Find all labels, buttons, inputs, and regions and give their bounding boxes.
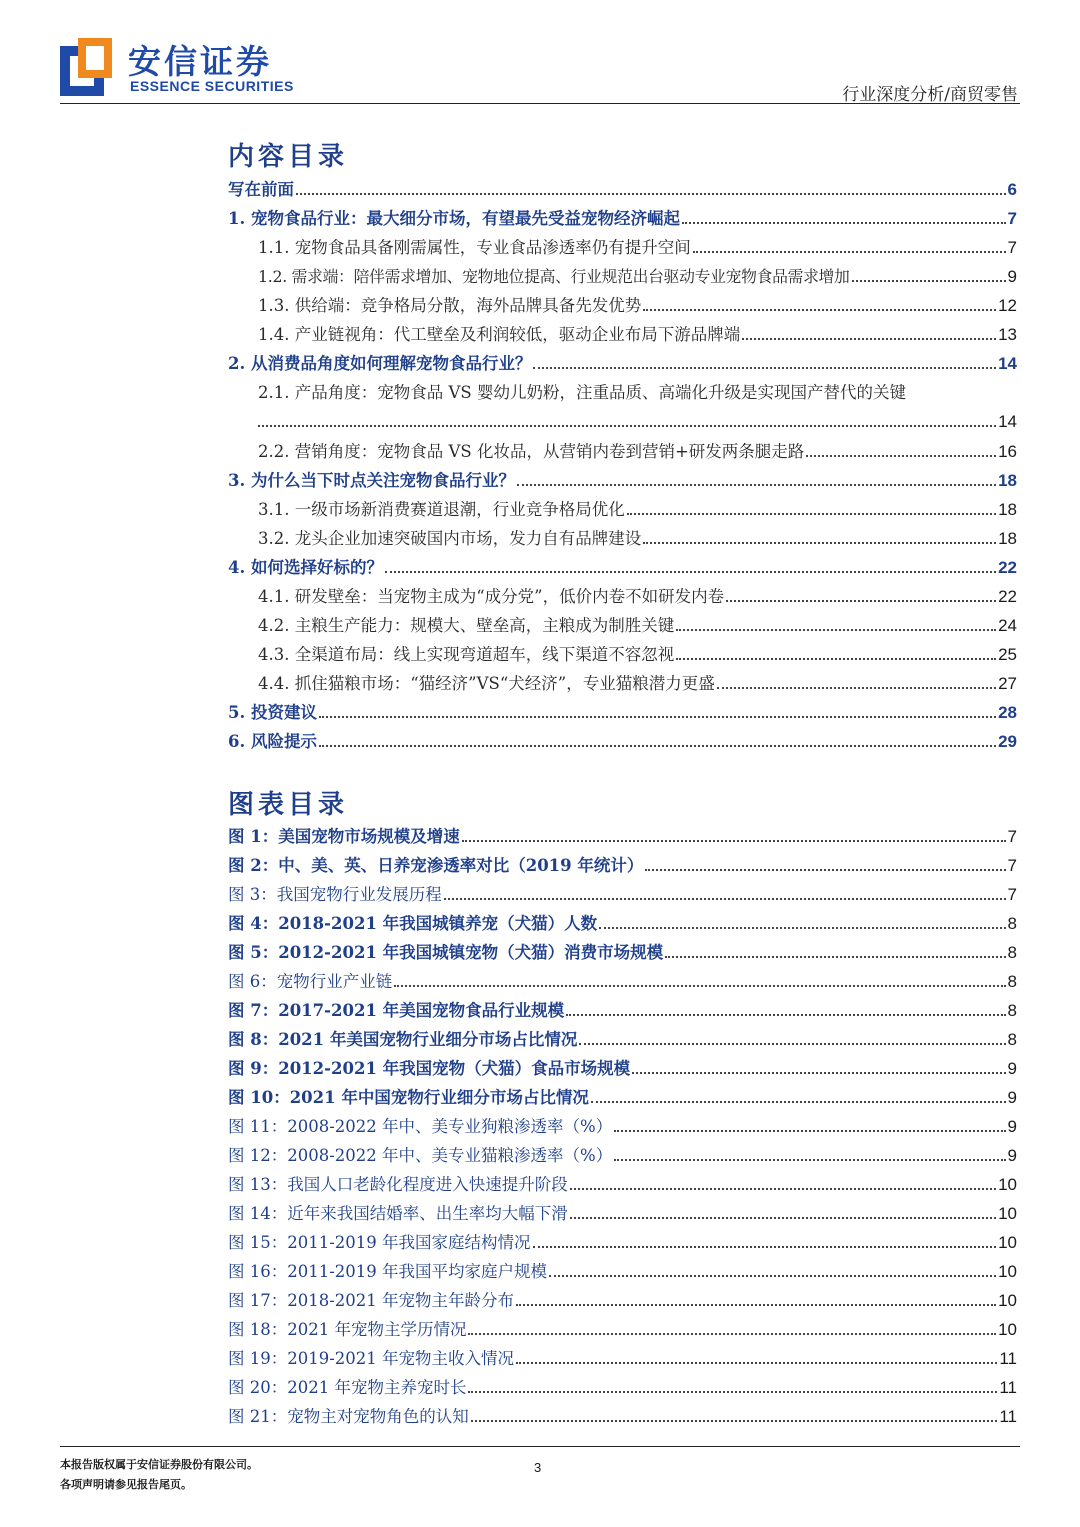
figure-item[interactable]: 图 5：2012-2021 年我国城镇宠物（犬猫）消费市场规模 8 — [228, 943, 1017, 962]
figure-item[interactable]: 图 6：宠物行业产业链 8 — [228, 972, 1017, 991]
figure-item[interactable]: 图 10：2021 年中国宠物行业细分市场占比情况 9 — [228, 1088, 1017, 1107]
toc-subitem[interactable]: 3.2. 龙头企业加速突破国内市场，发力自有品牌建设 18 — [258, 529, 1017, 548]
figure-item[interactable]: 图 1：美国宠物市场规模及增速 7 — [228, 827, 1017, 846]
toc-subitem[interactable]: 4.4. 抓住猫粮市场：“猫经济”VS“犬经济”，专业猫粮潜力更盛 27 — [258, 674, 1017, 693]
toc-subitem[interactable]: 4.2. 主粮生产能力：规模大、壁垒高，主粮成为制胜关键 24 — [258, 616, 1017, 635]
figure-item[interactable]: 图 9：2012-2021 年我国宠物（犬猫）食品市场规模 9 — [228, 1059, 1017, 1078]
toc-subitem[interactable]: 1.1. 宠物食品具备刚需属性，专业食品渗透率仍有提升空间 7 — [258, 238, 1017, 257]
toc-item[interactable]: 2. 从消费品角度如何理解宠物食品行业？ 14 — [228, 354, 1017, 373]
figure-item[interactable]: 图 16：2011-2019 年我国平均家庭户规模 10 — [228, 1262, 1017, 1281]
figure-item[interactable]: 图 17：2018-2021 年宠物主年龄分布 10 — [228, 1291, 1017, 1310]
figure-item[interactable]: 图 20：2021 年宠物主养宠时长 11 — [228, 1378, 1017, 1397]
toc-subitem[interactable]: 3.1. 一级市场新消费赛道退潮，行业竞争格局优化 18 — [258, 500, 1017, 519]
figure-item[interactable]: 图 2：中、美、英、日养宠渗透率对比（2019 年统计） 7 — [228, 856, 1017, 875]
figure-item[interactable]: 图 4：2018-2021 年我国城镇养宠（犬猫）人数 8 — [228, 914, 1017, 933]
footer-copyright: 本报告版权属于安信证券股份有限公司。 — [60, 1458, 258, 1471]
toc-title: 内容目录 — [228, 142, 349, 172]
toc-item[interactable]: 5. 投资建议 28 — [228, 703, 1017, 722]
toc-subitem[interactable]: 4.1. 研发壁垒：当宠物主成为“成分党”，低价内卷不如研发内卷 22 — [258, 587, 1017, 606]
toc-item[interactable]: 4. 如何选择好标的？ 22 — [228, 558, 1017, 577]
toc-item[interactable]: 1. 宠物食品行业：最大细分市场，有望最先受益宠物经济崛起 7 — [228, 209, 1017, 228]
brand-name-en: ESSENCE SECURITIES — [130, 78, 294, 94]
toc-subitem-continuation[interactable]: 14 — [258, 410, 1017, 434]
brand-name-cn: 安信证券 — [128, 42, 272, 81]
figure-item[interactable]: 图 7：2017-2021 年美国宠物食品行业规模 8 — [228, 1001, 1017, 1020]
report-category: 行业深度分析/商贸零售 — [842, 85, 1018, 105]
toc-subitem[interactable]: 1.3. 供给端：竞争格局分散，海外品牌具备先发优势 12 — [258, 296, 1017, 315]
footer-divider — [60, 1446, 1020, 1447]
toc-subitem[interactable]: 2.2. 营销角度：宠物食品 VS 化妆品，从营销内卷到营销+研发两条腿走路 16 — [258, 442, 1017, 461]
toc-item[interactable]: 写在前面 6 — [228, 180, 1017, 199]
figure-item[interactable]: 图 8：2021 年美国宠物行业细分市场占比情况 8 — [228, 1030, 1017, 1049]
figure-item[interactable]: 图 11：2008-2022 年中、美专业狗粮渗透率（%） 9 — [228, 1117, 1017, 1136]
toc-subitem[interactable]: 1.4. 产业链视角：代工壁垒及利润较低，驱动企业布局下游品牌端 13 — [258, 325, 1017, 344]
footer-disclaimer: 各项声明请参见报告尾页。 — [60, 1478, 192, 1491]
toc-subitem[interactable]: 4.3. 全渠道布局：线上实现弯道超车，线下渠道不容忽视 25 — [258, 645, 1017, 664]
figure-item[interactable]: 图 13：我国人口老龄化程度进入快速提升阶段 10 — [228, 1175, 1017, 1194]
figures-title: 图表目录 — [228, 790, 349, 820]
figure-item[interactable]: 图 18：2021 年宠物主学历情况 10 — [228, 1320, 1017, 1339]
toc-subitem-wrapped[interactable]: 2.1. 产品角度：宠物食品 VS 婴幼儿奶粉，注重品质、高端化升级是实现国产替代的关键 — [258, 383, 906, 402]
logo-mark — [60, 38, 112, 96]
toc-item[interactable]: 6. 风险提示 29 — [228, 732, 1017, 751]
figure-item[interactable]: 图 21：宠物主对宠物角色的认知 11 — [228, 1407, 1017, 1426]
figure-item[interactable]: 图 3：我国宠物行业发展历程 7 — [228, 885, 1017, 904]
figure-item[interactable]: 图 12：2008-2022 年中、美专业猫粮渗透率（%） 9 — [228, 1146, 1017, 1165]
figure-item[interactable]: 图 14：近年来我国结婚率、出生率均大幅下滑 10 — [228, 1204, 1017, 1223]
toc-subitem[interactable]: 1.2. 需求端：陪伴需求增加、宠物地位提高、行业规范出台驱动专业宠物食品需求增加 9 — [258, 267, 1017, 286]
figure-item[interactable]: 图 19：2019-2021 年宠物主收入情况 11 — [228, 1349, 1017, 1368]
header-divider — [60, 103, 1020, 104]
page-number: 3 — [534, 1460, 542, 1475]
figure-item[interactable]: 图 15：2011-2019 年我国家庭结构情况 10 — [228, 1233, 1017, 1252]
toc-item[interactable]: 3. 为什么当下时点关注宠物食品行业？ 18 — [228, 471, 1017, 490]
